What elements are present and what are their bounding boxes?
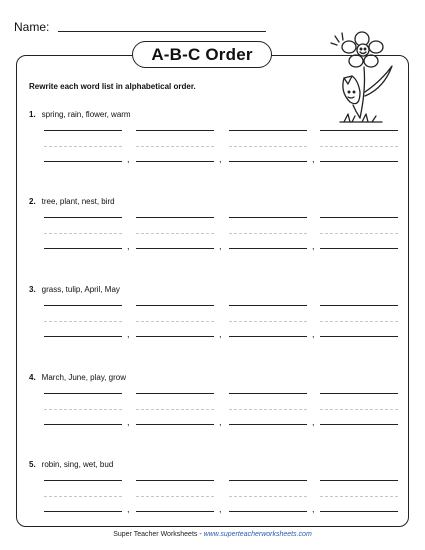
word-list: tree, plant, nest, bird [41, 197, 115, 206]
answer-line[interactable] [229, 305, 307, 306]
comma: , [127, 329, 130, 339]
comma: , [312, 241, 315, 251]
handwriting-guide [136, 321, 214, 322]
answer-line[interactable] [229, 130, 307, 131]
word-list: grass, tulip, April, May [41, 285, 120, 294]
comma: , [219, 241, 222, 251]
question-4 [29, 373, 126, 382]
question-2 [29, 197, 115, 206]
answer-line[interactable] [136, 511, 214, 512]
name-label: Name: [14, 20, 50, 34]
question-number: 2. [29, 197, 36, 206]
answer-line[interactable] [136, 480, 214, 481]
answer-line[interactable] [44, 511, 122, 512]
question-number: 1. [29, 110, 36, 119]
comma: , [312, 329, 315, 339]
answer-line[interactable] [229, 393, 307, 394]
handwriting-guide [229, 496, 307, 497]
answer-line[interactable] [229, 161, 307, 162]
comma: , [219, 504, 222, 514]
question-number: 4. [29, 373, 36, 382]
comma: , [312, 417, 315, 427]
worksheet-title: A-B-C Order [132, 41, 272, 68]
handwriting-guide [44, 409, 122, 410]
answer-line[interactable] [320, 217, 398, 218]
answer-line[interactable] [136, 248, 214, 249]
footer-url[interactable]: www.superteacherworksheets.com [203, 531, 312, 538]
answer-line[interactable] [44, 424, 122, 425]
comma: , [127, 417, 130, 427]
handwriting-guide [229, 409, 307, 410]
answer-line[interactable] [320, 393, 398, 394]
comma: , [219, 154, 222, 164]
handwriting-guide [229, 233, 307, 234]
answer-line[interactable] [320, 424, 398, 425]
answer-line[interactable] [229, 480, 307, 481]
comma: , [219, 417, 222, 427]
handwriting-guide [136, 409, 214, 410]
answer-line[interactable] [320, 511, 398, 512]
answer-line[interactable] [229, 336, 307, 337]
handwriting-guide [44, 233, 122, 234]
handwriting-guide [136, 146, 214, 147]
answer-line[interactable] [320, 248, 398, 249]
handwriting-guide [320, 233, 398, 234]
handwriting-guide [136, 496, 214, 497]
answer-line[interactable] [44, 393, 122, 394]
answer-line[interactable] [320, 161, 398, 162]
answer-line[interactable] [229, 217, 307, 218]
answer-line[interactable] [136, 217, 214, 218]
answer-line[interactable] [136, 393, 214, 394]
handwriting-guide [229, 146, 307, 147]
answer-line[interactable] [229, 424, 307, 425]
answer-line[interactable] [136, 424, 214, 425]
comma: , [312, 504, 315, 514]
footer-brand: Super Teacher Worksheets - [113, 531, 204, 538]
handwriting-guide [44, 496, 122, 497]
comma: , [127, 154, 130, 164]
answer-line[interactable] [320, 480, 398, 481]
word-list: robin, sing, wet, bud [41, 460, 114, 469]
question-1 [29, 110, 131, 119]
answer-line[interactable] [320, 305, 398, 306]
answer-line[interactable] [44, 336, 122, 337]
handwriting-guide [44, 321, 122, 322]
question-5 [29, 460, 113, 469]
instructions: Rewrite each word list in alphabetical order. [29, 82, 196, 91]
answer-line[interactable] [44, 161, 122, 162]
answer-line[interactable] [44, 248, 122, 249]
handwriting-guide [320, 321, 398, 322]
answer-line[interactable] [136, 130, 214, 131]
answer-line[interactable] [44, 130, 122, 131]
flower-icon [322, 30, 400, 126]
handwriting-guide [229, 321, 307, 322]
question-3 [29, 285, 120, 294]
answer-line[interactable] [320, 336, 398, 337]
comma: , [127, 241, 130, 251]
question-number: 3. [29, 285, 36, 294]
handwriting-guide [320, 146, 398, 147]
answer-line[interactable] [136, 336, 214, 337]
handwriting-guide [44, 146, 122, 147]
handwriting-guide [320, 496, 398, 497]
handwriting-guide [320, 409, 398, 410]
question-number: 5. [29, 460, 36, 469]
comma: , [219, 329, 222, 339]
word-list: spring, rain, flower, warm [41, 110, 131, 119]
word-list: March, June, play, grow [41, 373, 127, 382]
handwriting-guide [136, 233, 214, 234]
comma: , [127, 504, 130, 514]
comma: , [312, 154, 315, 164]
answer-line[interactable] [44, 480, 122, 481]
answer-line[interactable] [320, 130, 398, 131]
answer-line[interactable] [136, 161, 214, 162]
name-input-line[interactable] [58, 31, 266, 32]
footer [0, 531, 425, 538]
answer-line[interactable] [44, 217, 122, 218]
answer-line[interactable] [136, 305, 214, 306]
answer-line[interactable] [229, 248, 307, 249]
answer-line[interactable] [229, 511, 307, 512]
answer-line[interactable] [44, 305, 122, 306]
